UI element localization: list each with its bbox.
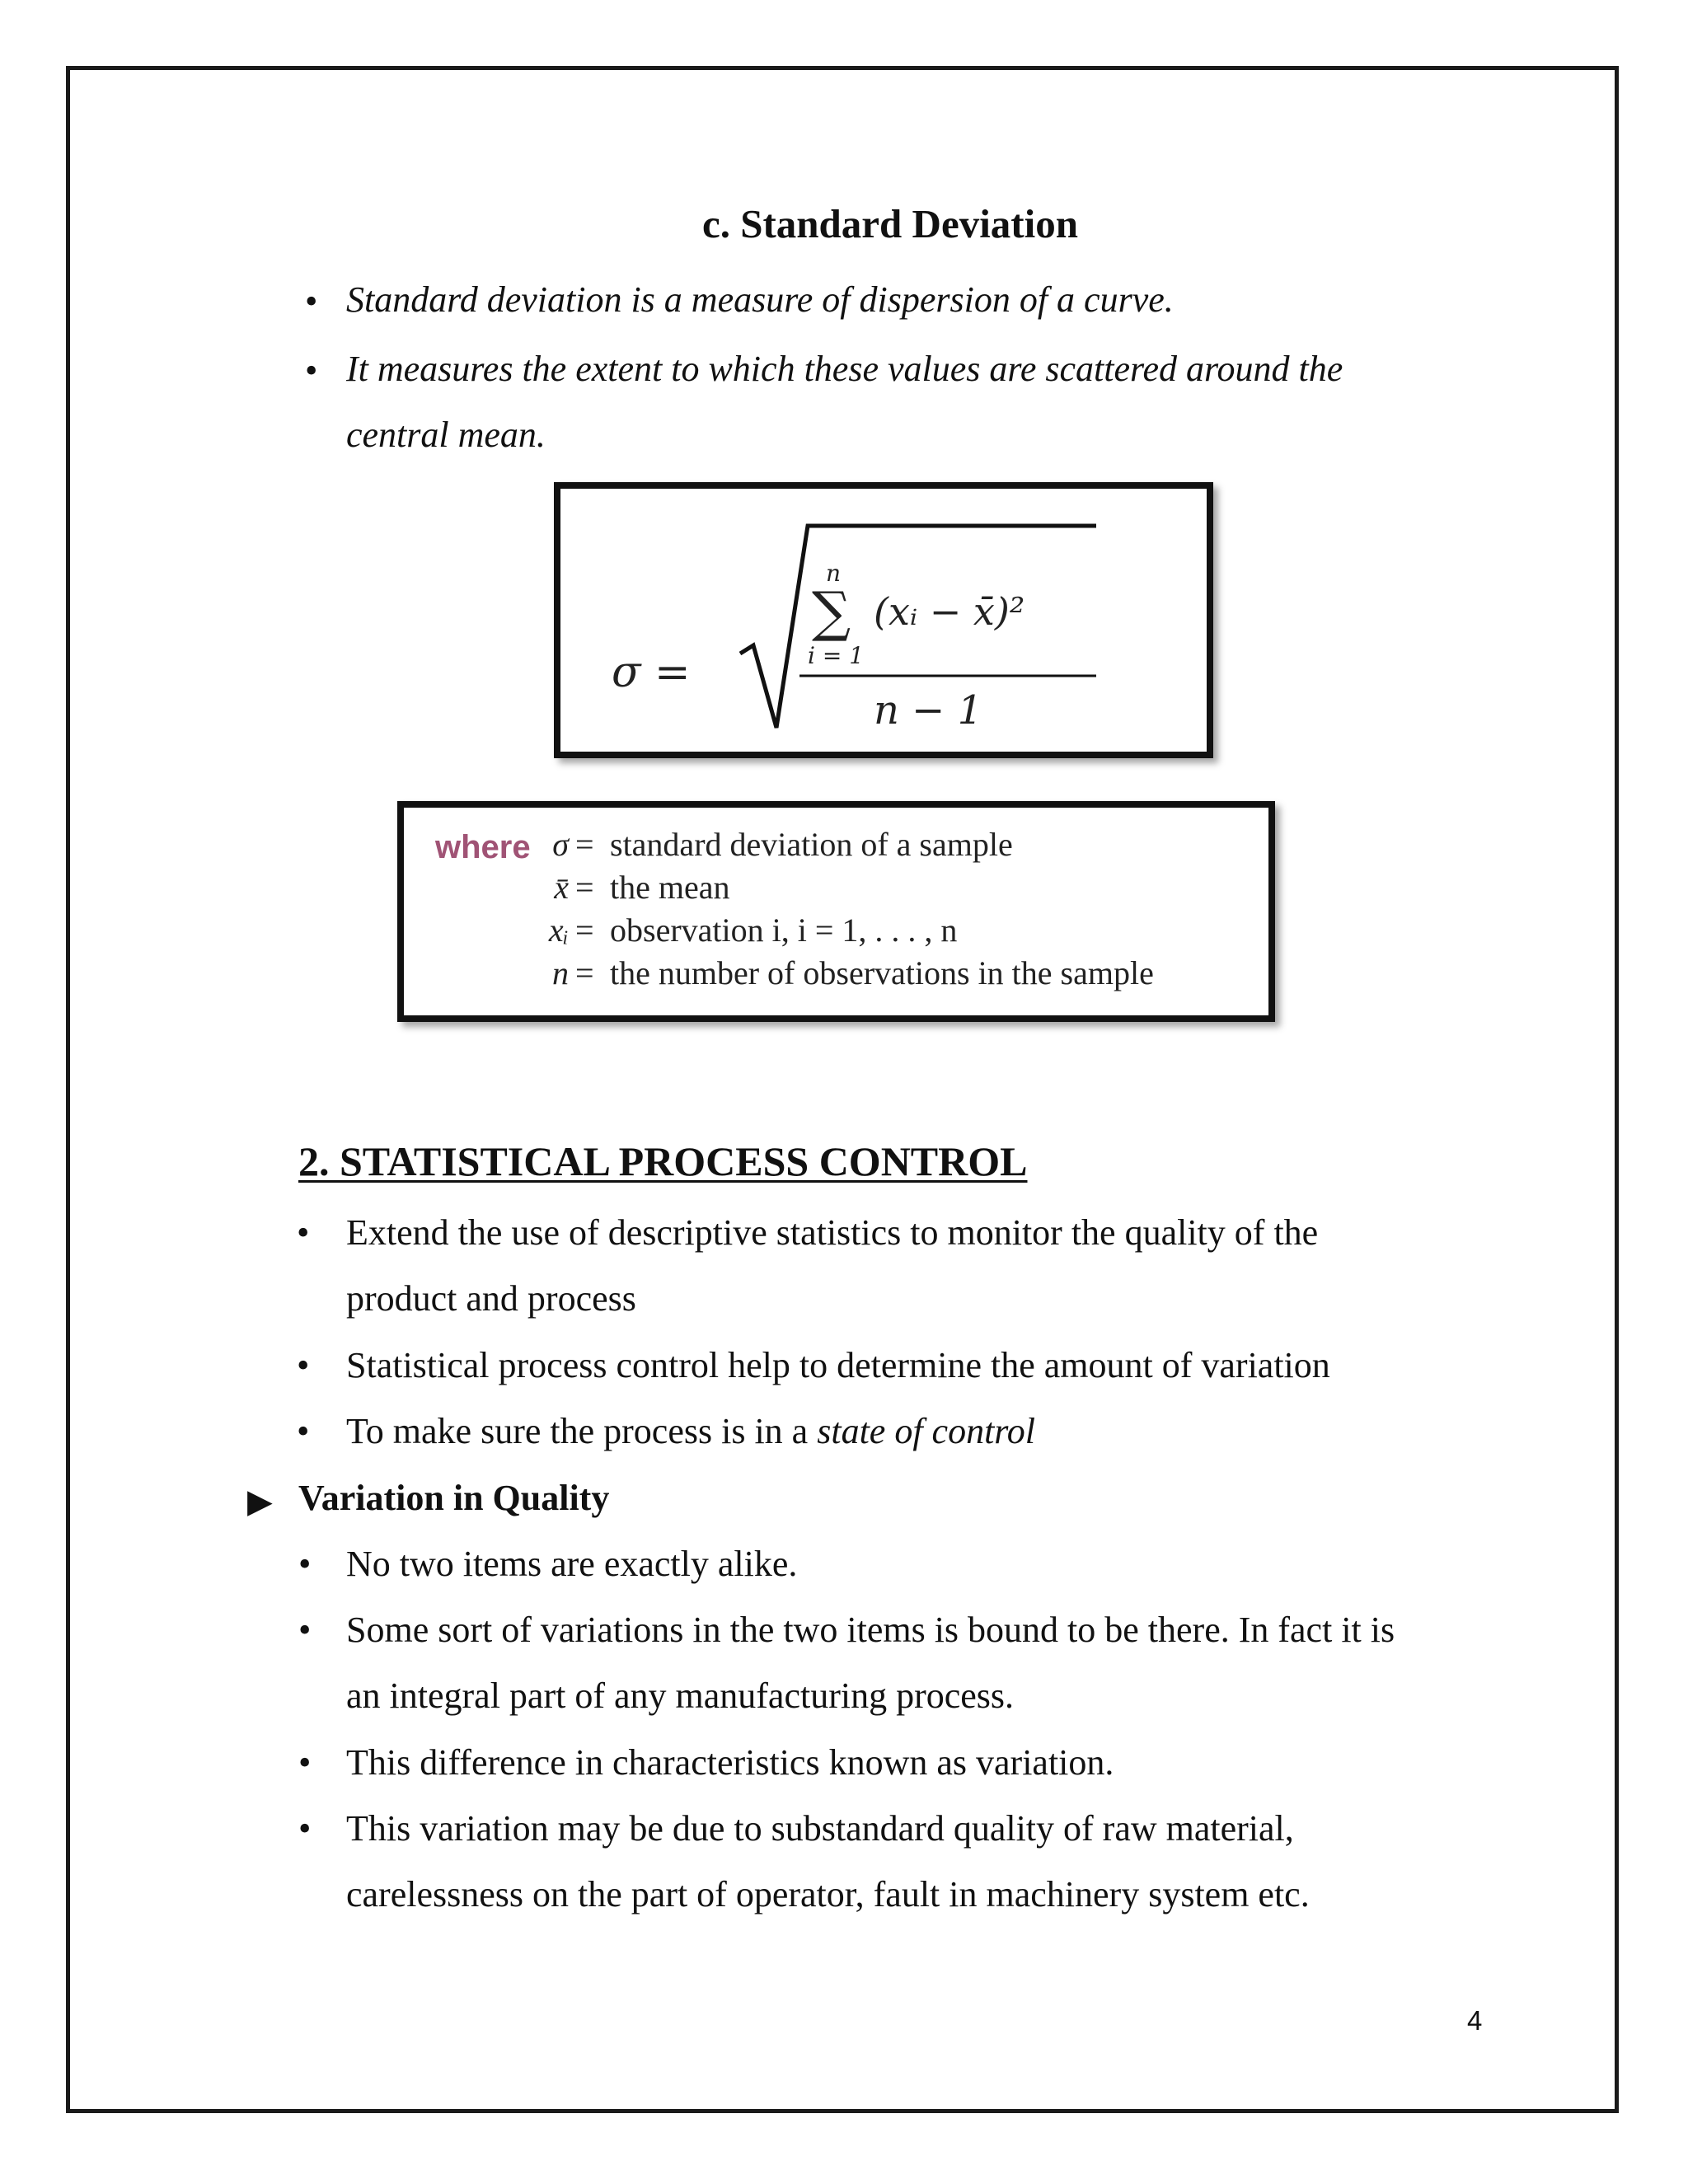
formula-box: [554, 482, 1213, 758]
definition-symbol: n: [552, 954, 569, 991]
bullet-text-part: To make sure the process is in a: [346, 1411, 818, 1451]
state-of-control-emphasis: state of control: [817, 1411, 1036, 1451]
bullet-text: It measures the extent to which these values are scattered around the: [346, 349, 1343, 389]
definition-symbol: σ: [552, 826, 569, 863]
sum-upper-limit: n: [826, 560, 842, 587]
bullet-marker: •: [297, 1345, 310, 1385]
bullet-marker: •: [297, 1411, 310, 1451]
bullet-text-continuation: carelessness on the part of operator, fault in machinery system etc.: [346, 1874, 1310, 1915]
bullet-marker: •: [298, 1544, 312, 1584]
section-title: c. Standard Deviation: [701, 201, 1078, 246]
formula-lhs: σ =: [612, 648, 691, 697]
bullet-marker: •: [305, 350, 318, 391]
where-label: where: [435, 829, 531, 865]
bullet-text-continuation: an integral part of any manufacturing process.: [346, 1675, 1015, 1716]
bullet-text: [346, 1410, 1035, 1453]
bullet-text: This difference in characteristics known as variation.: [346, 1742, 1114, 1783]
definition-text: observation i, i = 1, . . . , n: [610, 912, 958, 949]
bullet-text-continuation: central mean.: [346, 415, 546, 455]
definition-text: standard deviation of a sample: [610, 826, 1013, 863]
std-dev-formula: [560, 489, 1207, 752]
subsection-heading: Variation in Quality: [298, 1478, 610, 1518]
bullet-text: This variation may be due to substandard quality of raw material,: [346, 1808, 1294, 1849]
bullet-marker: •: [298, 1742, 312, 1783]
definition-row: [519, 824, 1261, 865]
definition-row: [519, 910, 1261, 951]
bullet-text: Standard deviation is a measure of dispersion of a curve.: [346, 279, 1174, 320]
definition-row: [519, 867, 1261, 908]
equals-sign: =: [575, 912, 594, 949]
section-heading: 2. STATISTICAL PROCESS CONTROL: [298, 1138, 1028, 1184]
bullet-marker: •: [298, 1808, 312, 1849]
definition-symbol: x̄: [554, 869, 569, 906]
sum-lower-limit: i = 1: [808, 642, 865, 669]
formula-denominator: n − 1: [874, 687, 983, 733]
bullet-text-continuation: product and process: [346, 1278, 636, 1319]
sum-symbol: ∑: [812, 580, 851, 644]
bullet-marker: •: [297, 1212, 310, 1253]
definition-text: the number of observations in the sample: [610, 954, 1154, 991]
arrow-marker-icon: ▶: [247, 1483, 273, 1520]
equals-sign: =: [575, 869, 594, 906]
bullet-marker: •: [305, 281, 318, 321]
equals-sign: =: [575, 954, 594, 991]
bullet-text: Extend the use of descriptive statistics to monitor the quality of the: [346, 1212, 1319, 1253]
bullet-text: Statistical process control help to determine the amount of variation: [346, 1345, 1330, 1385]
bullet-marker: •: [298, 1610, 312, 1650]
equals-sign: =: [575, 826, 594, 863]
definition-symbol: xᵢ: [548, 912, 569, 949]
definitions-box: [397, 801, 1275, 1022]
definition-text: the mean: [610, 869, 730, 906]
definition-row: [519, 953, 1261, 994]
page-number: 4: [1467, 2005, 1483, 2036]
bullet-text: Some sort of variations in the two items is bound to be there. In fact it is: [346, 1610, 1395, 1650]
formula-numerator: (xᵢ − x̄)²: [874, 589, 1025, 634]
bullet-text: No two items are exactly alike.: [346, 1544, 798, 1584]
